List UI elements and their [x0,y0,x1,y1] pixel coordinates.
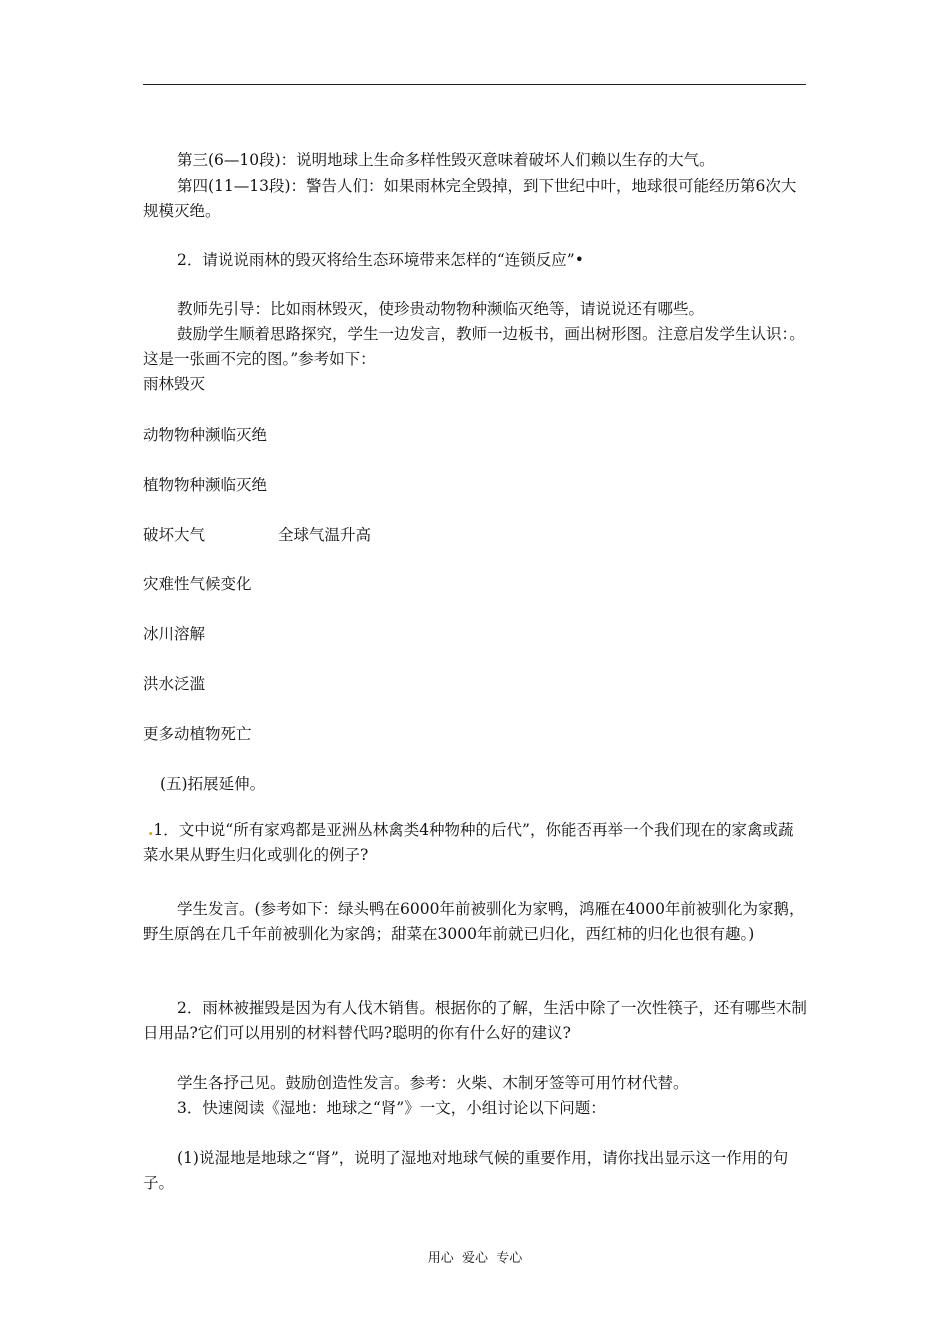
tree-flood: 洪水泛滥 [143,675,206,693]
tree-glacier: 冰川溶解 [143,625,206,643]
extension-question-3: 3．快速阅读《湿地：地球之“肾”》一文，小组讨论以下问题： [177,1099,606,1117]
section-heading-extension: (五)拓展延伸。 [160,775,266,793]
extension-answer-1: 学生发言。(参考如下：绿头鸭在6000年前被驯化为家鸭，鸿雁在4000年前被驯化为家鹅，野生原鸽在几千年前被驯化为家鸽；甜菜在3000年前就已归化，西红柿的归化也很有趣。) [143,900,805,943]
tree-atmosphere: 破坏大气 [143,526,206,544]
tree-climate: 灾难性气候变化 [143,575,252,593]
paragraph-part-three: 第三(6—10段)：说明地球上生命多样性毁灭意味着破坏人们赖以生存的大气。 [177,151,715,169]
extension-question-2: 2．雨林被摧毁是因为有人伐木销售。根据你的了解，生活中除了一次性筷子，还有哪些木制日用品?它们可以用别的材料替代吗?聪明的你有什么好的建议? [143,999,807,1042]
extension-question-1-text: 1．文中说“所有家鸡都是亚洲丛林禽类4种物种的后代”，你能否再举一个我们现在的家禽或蔬菜水果从野生归化或驯化的例子? [143,821,794,864]
paragraph-encourage: 鼓励学生顺着思路探究，学生一边发言，教师一边板书，画出树形图。注意启发学生认识：。这是一张画不完的图。”参考如下： [143,325,805,368]
extension-question-1 [143,817,808,868]
question-chain-reaction: 2．请说说雨林的毁灭将给生态环境带来怎样的“连锁反应”• [177,251,584,269]
paragraph-part-four: 第四(11—13段)：警告人们：如果雨林完全毁掉，到下世纪中叶，地球很可能经历第6次大规模灭绝。 [143,177,797,220]
tree-root: 雨林毁灭 [143,375,206,393]
header-rule [143,84,806,85]
extension-answer-2: 学生各抒己见。鼓励创造性发言。参考：火柴、木制牙签等可用竹材代替。 [177,1074,689,1092]
tree-death: 更多动植物死亡 [143,725,252,743]
tree-animals: 动物物种濒临灭绝 [143,426,268,444]
page-footer: 用心 爱心 专心 [427,1251,523,1266]
paragraph-teacher-guide: 教师先引导：比如雨林毁灭，使珍贵动物物种濒临灭绝等，请说说还有哪些。 [177,300,705,318]
highlight-mark: . [148,820,154,839]
extension-question-3-sub1: (1)说湿地是地球之“肾”，说明了湿地对地球气候的重要作用，请你找出显示这一作用的句子。 [143,1149,789,1192]
tree-warming: 全球气温升高 [278,526,372,544]
tree-plants: 植物物种濒临灭绝 [143,476,268,494]
